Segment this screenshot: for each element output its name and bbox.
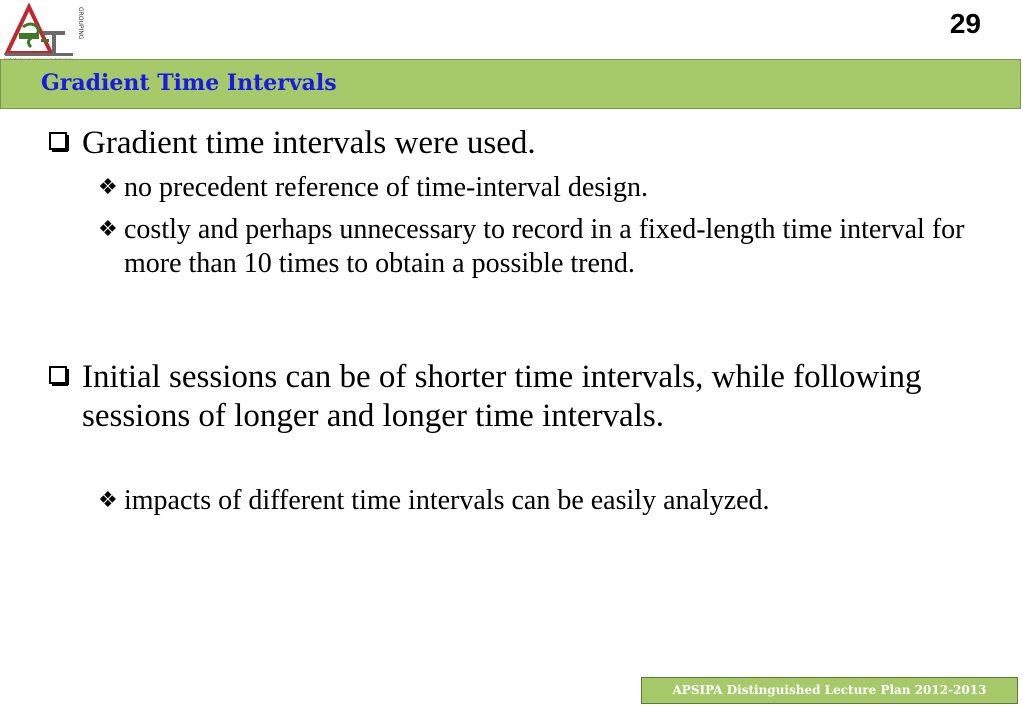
bullet-2-sub-1 (98, 484, 978, 518)
bullet-1-sub-2 (98, 213, 978, 281)
checkbox-bullet-icon (48, 131, 70, 153)
bullet-2-sub-1-text: impacts of different time intervals can be easily analyzed. (124, 485, 770, 516)
cslt-logo-graphic (3, 3, 83, 63)
title-bar (0, 59, 1021, 109)
bullet-1-sub-1 (98, 171, 978, 205)
checkbox-bullet-icon (48, 365, 70, 387)
slide-number: 29 (949, 8, 981, 39)
logo-grouping-text: GROUPING (77, 7, 84, 40)
bullet-1 (48, 124, 988, 163)
footer-text: APSIPA Distinguished Lecture Plan 2012-2013 (672, 683, 987, 697)
bullet-2 (48, 358, 988, 436)
slide-title: Gradient Time Intervals (41, 70, 337, 96)
bullet-1-sub-2-text: costly and perhaps unnecessary to record in a fixed-length time interval for more than 10 times to obtain a possible trend. (124, 214, 965, 279)
diamond-bullet-icon: ❖ (98, 488, 118, 513)
bullet-2-text: Initial sessions can be of shorter time intervals, while following sessions of longer and longer time intervals. (82, 359, 922, 434)
footer-banner (641, 677, 1018, 704)
cslt-logo (3, 3, 83, 63)
bullet-1-text: Gradient time intervals were used. (82, 125, 536, 161)
diamond-bullet-icon: ❖ (98, 175, 118, 200)
diamond-bullet-icon: ❖ (98, 217, 118, 242)
bullet-1-sub-1-text: no precedent reference of time-interval design. (124, 172, 648, 203)
